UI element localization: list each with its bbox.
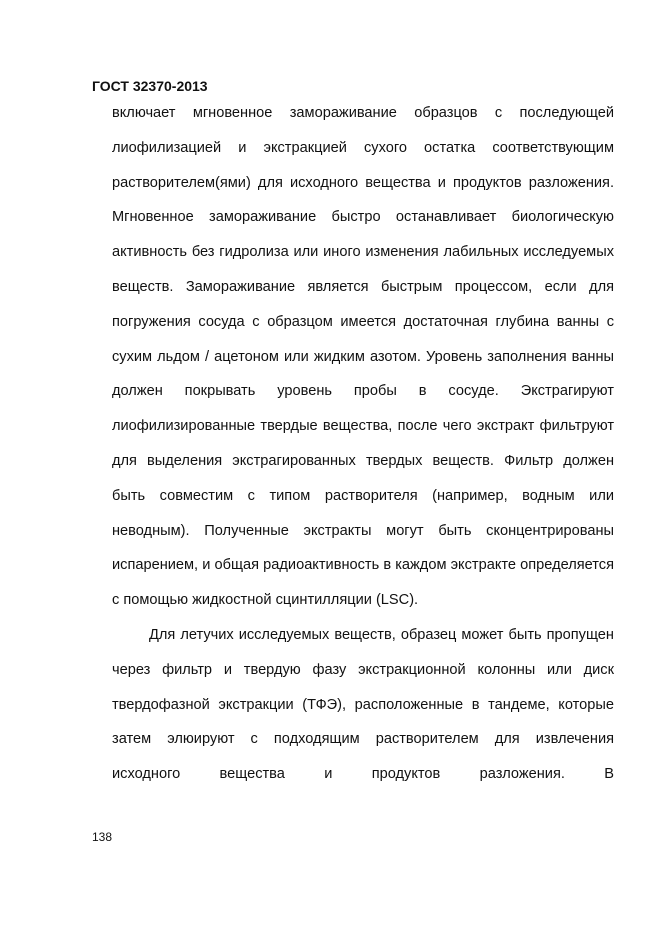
document-header: ГОСТ 32370-2013: [92, 78, 208, 94]
page-number: 138: [92, 830, 113, 844]
paragraph-volatile-substances: Для летучих исследуемых веществ, образец может быть пропущен через фильтр и твердую фазу экстракционной колонны или диск твердофазной экстракции (ТФЭ), расположенные в тандеме, которые затем элюируют с подходящим растворителем для извлечения исходного вещества и продуктов разложения. В: [112, 626, 614, 783]
document-body: [112, 96, 614, 792]
paragraph-continued: включает мгновенное замораживание образцов с последующей лиофилизацией и экстракцией сухого остатка соответствующим растворителем(ями) для исходного вещества и продуктов разложения. Мгновенное замораживание быстро останавливает биологическую активность без гидролиза или иного изменения лабильных исследуемых веществ. Замораживание является быстрым процессом, если для погружения сосуда с образцом имеется достаточная глубина ванны с сухим льдом / ацетоном или жидким азотом. Уровень заполнения ванны должен покрывать уровень пробы в сосуде. Экстрагируют лиофилизированные твердые вещества, после чего экстракт фильтруют для выделения экстрагированных твердых веществ. Фильтр должен быть совместим с типом растворителя (например, водным или неводным). Полученные экстракты могут быть сконцентрированы испарением, и общая радиоактивность в каждом экстракте определяется с помощью жидкостной сцинтилляции (LSC).: [112, 105, 614, 609]
